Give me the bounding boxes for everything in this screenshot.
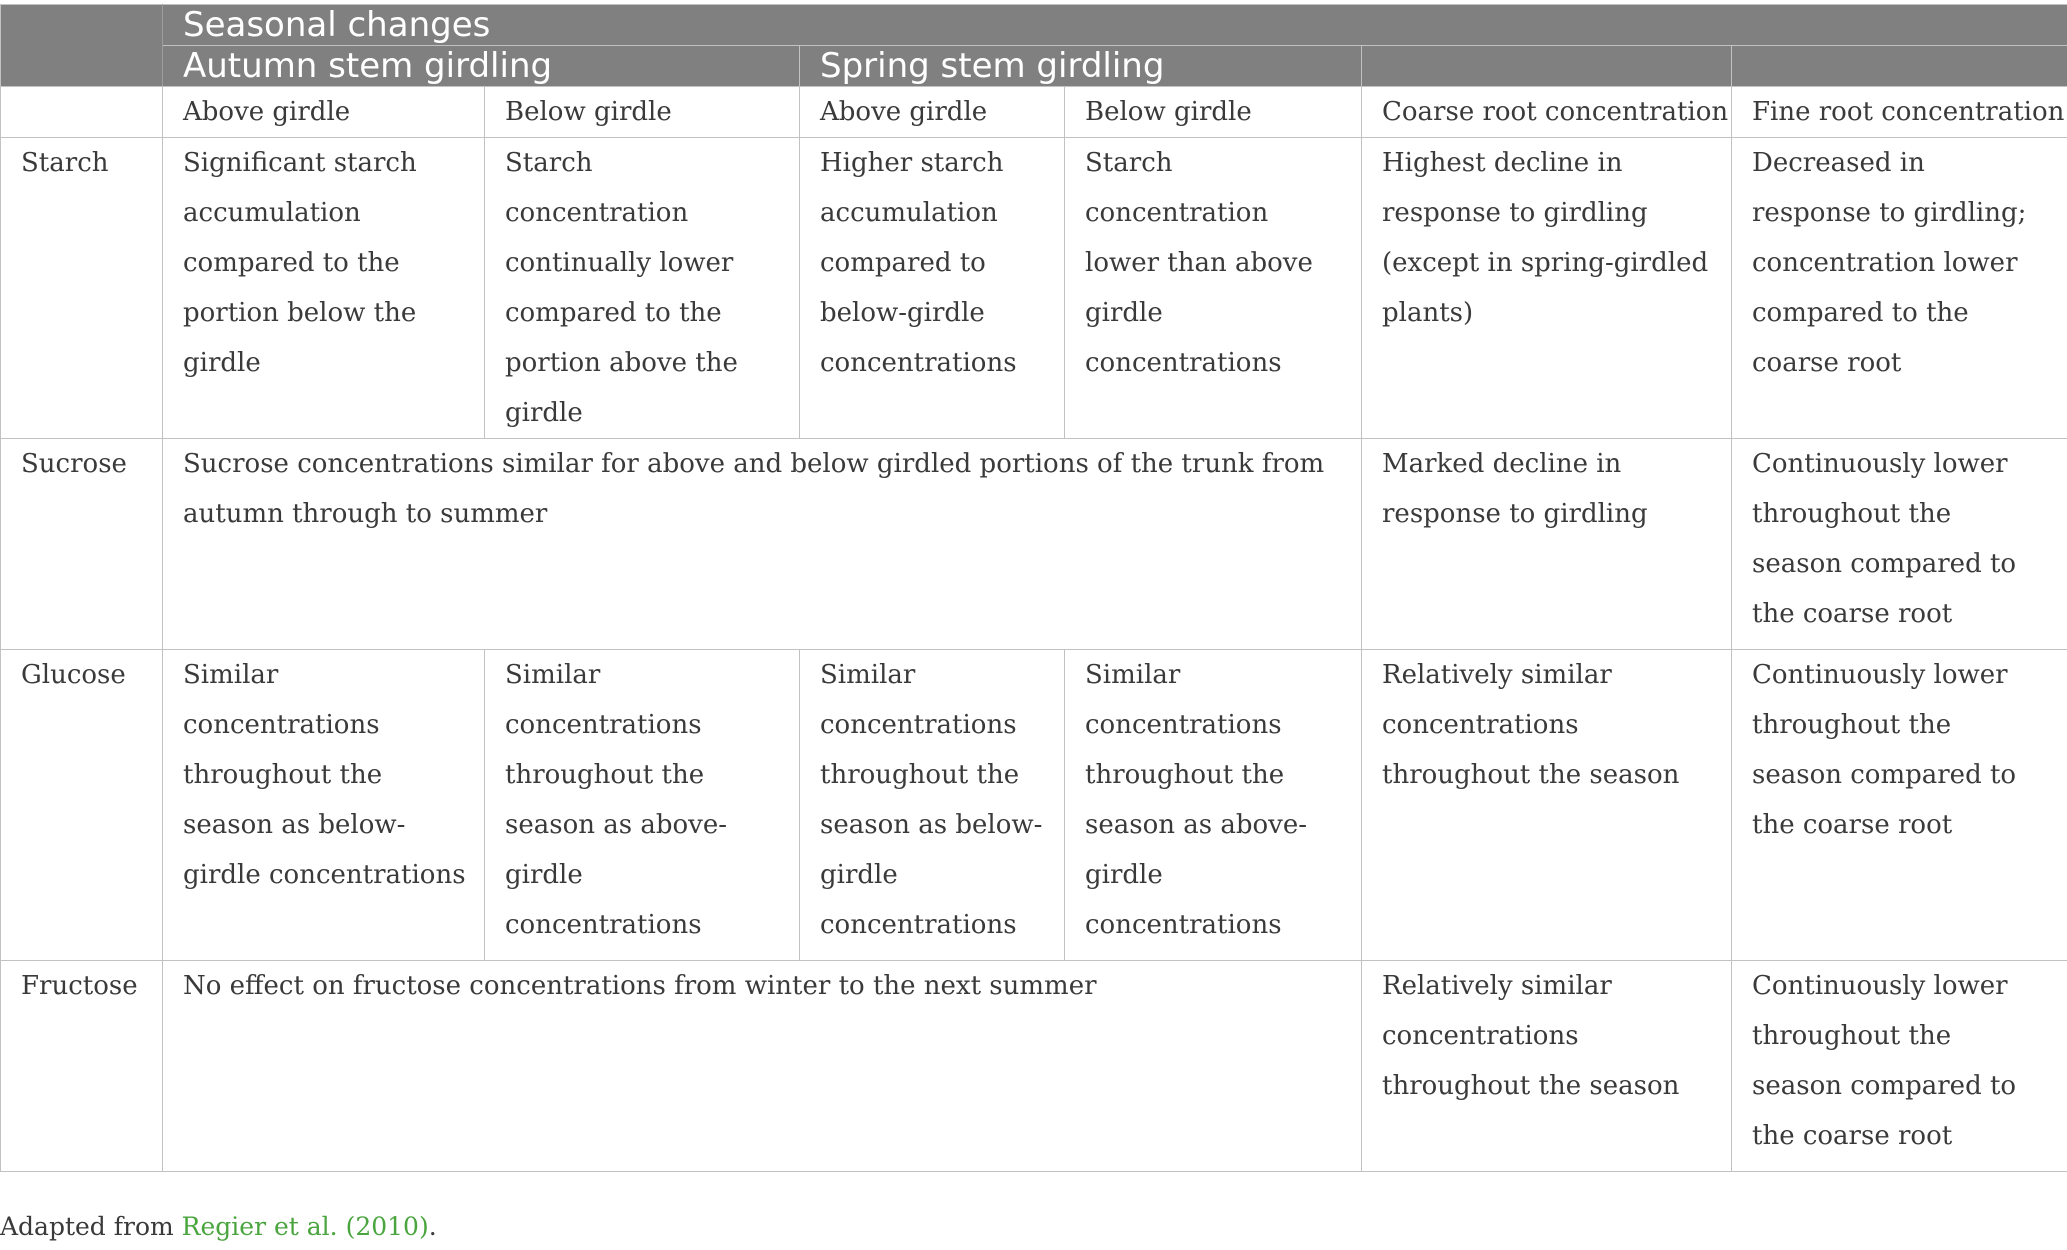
- header-row-1: [1, 5, 2067, 46]
- table-cell: Similar concentrations throughout the season as below-girdle concentrations: [163, 650, 485, 961]
- citation-link[interactable]: Regier et al. (2010): [181, 1212, 429, 1241]
- merged-table-cell: No effect on fructose concentrations from winter to the next summer: [163, 961, 1362, 1172]
- empty-header-cell: [1732, 46, 2067, 87]
- table-cell: Decreased in response to girdling; concentration lower compared to the coarse root: [1732, 138, 2067, 439]
- corner-header-cell: [1, 5, 163, 87]
- table-cell: Similar concentrations throughout the season as below-girdle concentrations: [800, 650, 1065, 961]
- empty-subheader-cell: [1, 87, 163, 138]
- table-cell: Highest decline in response to girdling (except in spring-girdled plants): [1362, 138, 1732, 439]
- table-footnote: [0, 1210, 437, 1244]
- subheader-cell: Above girdle: [800, 87, 1065, 138]
- table-cell: Relatively similar concentrations throughout the season: [1362, 650, 1732, 961]
- footnote-suffix: .: [428, 1212, 437, 1241]
- table-cell: Continuously lower throughout the season compared to the coarse root: [1732, 961, 2067, 1172]
- subheader-row: [1, 87, 2067, 138]
- table-row-fructose: [1, 961, 2067, 1172]
- table-cell: Continuously lower throughout the season compared to the coarse root: [1732, 650, 2067, 961]
- table-cell: Starch concentration lower than above girdle concentrations: [1065, 138, 1362, 439]
- autumn-stem-girdling-header: Autumn stem girdling: [163, 46, 800, 87]
- table-cell: Significant starch accumulation compared to the portion below the girdle: [163, 138, 485, 439]
- subheader-cell: Coarse root concentration: [1362, 87, 1732, 138]
- table-cell: Higher starch accumulation compared to below-girdle concentrations: [800, 138, 1065, 439]
- subheader-cell: Above girdle: [163, 87, 485, 138]
- spring-stem-girdling-header: Spring stem girdling: [800, 46, 1362, 87]
- footnote-prefix: Adapted from: [0, 1212, 182, 1241]
- table-cell: Starch concentration continually lower compared to the portion above the girdle: [485, 138, 800, 439]
- subheader-cell: Fine root concentration: [1732, 87, 2067, 138]
- table-row-glucose: [1, 650, 2067, 961]
- table-cell: Similar concentrations throughout the season as above-girdle concentrations: [485, 650, 800, 961]
- merged-table-cell: Sucrose concentrations similar for above and below girdled portions of the trunk from autumn through to summer: [163, 439, 1362, 650]
- row-label: Sucrose: [1, 439, 163, 650]
- header-row-2: [1, 46, 2067, 87]
- row-label: Glucose: [1, 650, 163, 961]
- table-row-starch: [1, 138, 2067, 439]
- seasonal-changes-header: Seasonal changes: [163, 5, 2067, 46]
- table-row-sucrose: [1, 439, 2067, 650]
- row-label: Starch: [1, 138, 163, 439]
- table-cell: Relatively similar concentrations throughout the season: [1362, 961, 1732, 1172]
- subheader-cell: Below girdle: [1065, 87, 1362, 138]
- table-cell: Continuously lower throughout the season compared to the coarse root: [1732, 439, 2067, 650]
- table-cell: Marked decline in response to girdling: [1362, 439, 1732, 650]
- row-label: Fructose: [1, 961, 163, 1172]
- empty-header-cell: [1362, 46, 1732, 87]
- table-cell: Similar concentrations throughout the season as above-girdle concentrations: [1065, 650, 1362, 961]
- subheader-cell: Below girdle: [485, 87, 800, 138]
- girdling-table: [0, 4, 2067, 1172]
